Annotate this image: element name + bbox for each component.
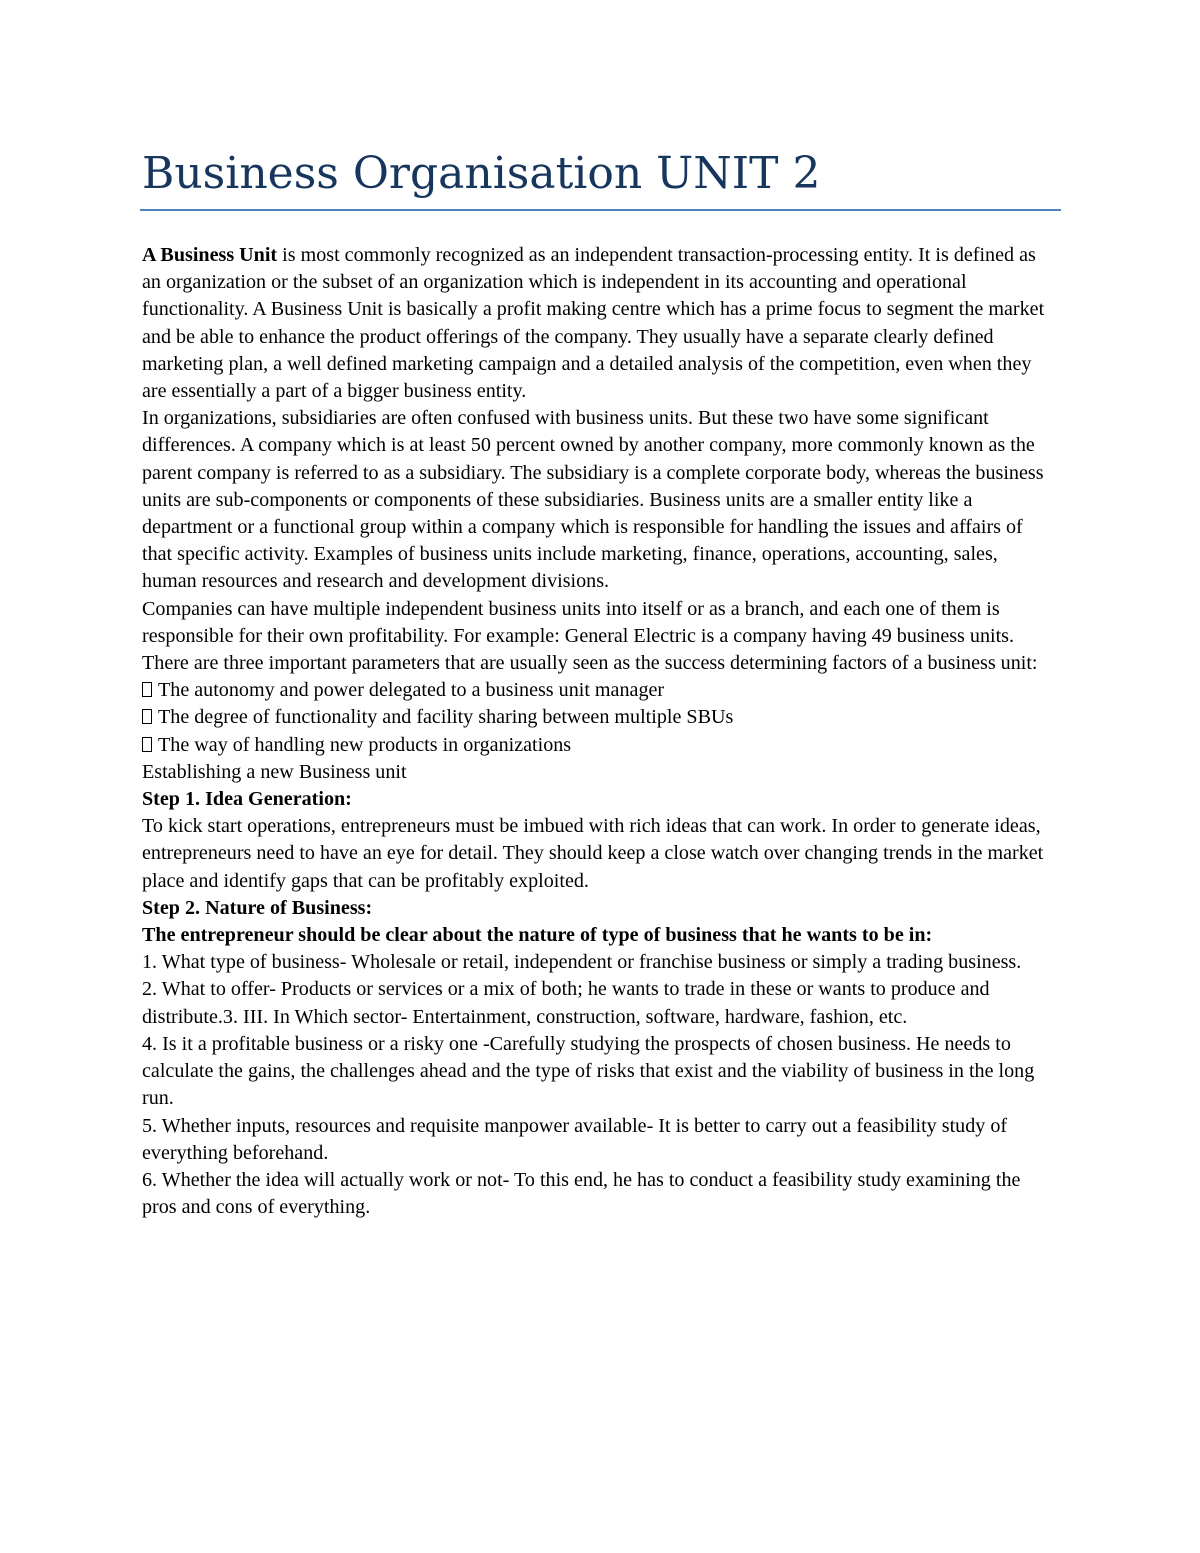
bullet-item-text: The autonomy and power delegated to a business unit manager	[158, 679, 665, 702]
intro-text: is most commonly recognized as an independent transaction-processing entity. It is defined as an organization or the subset of an organization which is independent in its accounting and operational functionality. A Business Unit is basically a profit making centre which has a prime focus to segment the market and be able to enhance the product offerings of the company. They usually have a separate clearly defined marketing plan, a well defined marketing campaign and a detailed analysis of the competition, even when they are essentially a part of a bigger business entity.	[142, 244, 1045, 403]
bullet-item	[142, 704, 1047, 731]
title-underline-rule	[140, 209, 1061, 211]
bullet-item	[142, 732, 1047, 759]
intro-lead-term: A Business Unit	[142, 244, 278, 266]
step2-subheading: The entrepreneur should be clear about the nature of type of business that he wants to be in:	[142, 924, 933, 947]
bullet-box-icon	[142, 682, 152, 697]
bullet-item-text: The degree of functionality and facility sharing between multiple SBUs	[158, 706, 734, 729]
establishing-line: Establishing a new Business unit	[142, 760, 407, 783]
companies-paragraph: Companies can have multiple independent business units into itself or as a branch, and each one of them is responsible for their own profitability. For example: General Electric is a company having 49 business units.	[142, 597, 1015, 647]
bullet-item-text: The way of handling new products in organizations	[158, 733, 572, 756]
document-body	[142, 242, 1047, 1221]
numbered-item: 2. What to offer- Products or services or a mix of both; he wants to trade in these or wants to produce and distribute.3. III. In Which sector- Entertainment, construction, software, hardware, fashion, etc.	[142, 978, 990, 1028]
step2-heading: Step 2. Nature of Business:	[142, 896, 373, 919]
parameters-paragraph: There are three important parameters that are usually seen as the success determining factors of a business unit:	[142, 652, 1038, 675]
numbered-item: 1. What type of business- Wholesale or retail, independent or franchise business or simply a trading business.	[142, 951, 1022, 974]
bullet-box-icon	[142, 709, 152, 724]
numbered-item: 6. Whether the idea will actually work or not- To this end, he has to conduct a feasibility study examining the pros and cons of everything.	[142, 1168, 1021, 1219]
numbered-item: 4. Is it a profitable business or a risky one -Carefully studying the prospects of chosen business. He needs to calculate the gains, the challenges ahead and the type of risks that exist and the viability of business in the long run.	[142, 1032, 1035, 1110]
bullet-box-icon	[142, 737, 152, 752]
numbered-item: 5. Whether inputs, resources and requisite manpower available- It is better to carry out a feasibility study of everything beforehand.	[142, 1114, 1008, 1164]
subsidiaries-paragraph: In organizations, subsidiaries are often confused with business units. But these two have some significant differences. A company which is at least 50 percent owned by another company, more commonly known as the parent company is referred to as a subsidiary. The subsidiary is a complete corporate body, whereas the business units are sub-components or components of these subsidiaries. Business units are a smaller entity like a department or a functional group within a company which is responsible for handling the issues and affairs of that specific activity. Examples of business units include marketing, finance, operations, accounting, sales, human resources and research and development divisions.	[142, 407, 1044, 593]
intro-paragraph	[142, 242, 1047, 405]
step1-paragraph: To kick start operations, entrepreneurs must be imbued with rich ideas that can work. In order to generate ideas, entrepreneurs need to have an eye for detail. They should keep a close watch over changing trends in the market place and identify gaps that can be profitably exploited.	[142, 815, 1044, 892]
bullet-item	[142, 677, 1047, 704]
document-title: Business Organisation UNIT 2	[142, 148, 821, 199]
step1-heading: Step 1. Idea Generation:	[142, 788, 352, 811]
